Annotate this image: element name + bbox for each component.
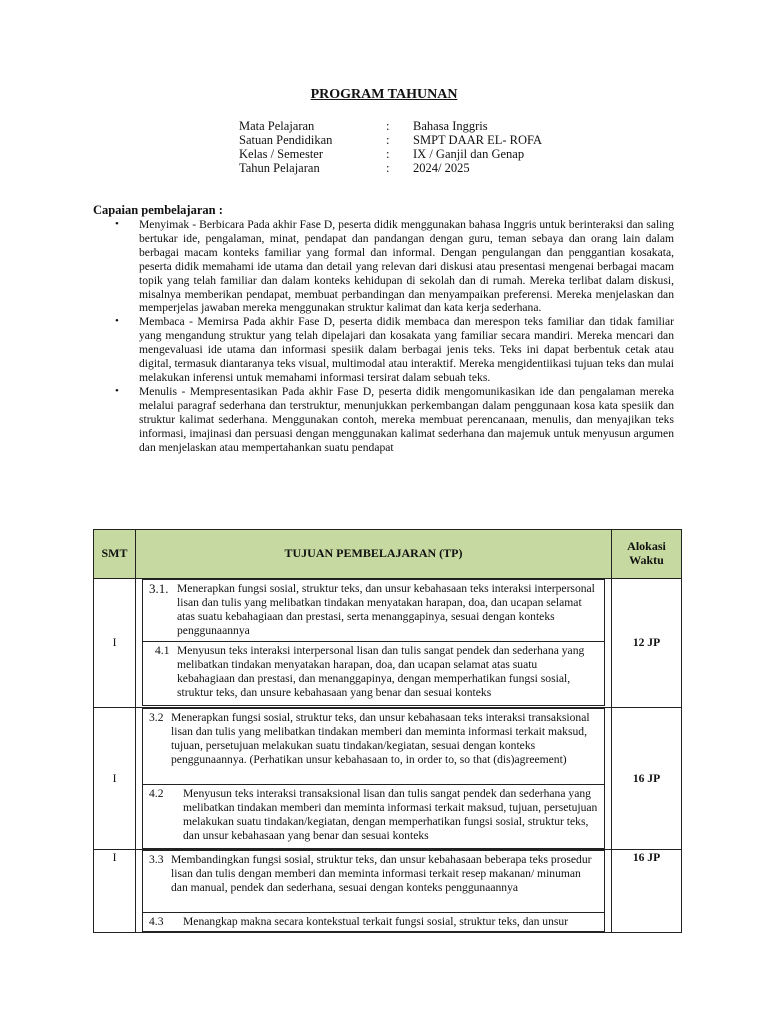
tp-text: Menyusun teks interaksi transaksional lisan dan tulis sangat pendek dan sederhana yang melibatkan tindakan memberi dan meminta informasi terkait maksud, tujuan, persetujuan melakukan suatu tindakan/kegiatan, dengan memperhatikan fungsi sosial, struktur teks, dan unsur kebahasaan yang benar dan sesuai konteks (183, 787, 598, 842)
table-row (94, 850, 682, 933)
table-row (94, 579, 682, 708)
header-tp: TUJUAN PEMBELAJARAN (TP) (136, 530, 612, 579)
info-row (239, 147, 542, 161)
capaian-list (115, 218, 674, 454)
tp-number: 3.1. (149, 581, 169, 596)
info-sep: : (386, 119, 390, 133)
info-value: 2024/ 2025 (413, 161, 470, 175)
tp-number: 4.2 (149, 787, 164, 800)
capaian-item (115, 384, 674, 455)
row-tp (136, 708, 612, 850)
capaian-text: Menulis - Mempresentasikan Pada akhir Fase D, peserta didik mengomunikasikan ide dan pengalaman mereka melalui paragraf sederhana dan terstruktur, menunjukkan perkembangan dalam penggunaan kosa kata spesiik dan struktur kalimat sederhana. Menggunakan contoh, mereka membuat perencanaan, menulis, dan menyajikan teks informasi, imajinasi dan persuasi dengan menggunakan kalimat sederhana dan majemuk untuk menyusun argumen dan menjelaskan atau mempertahankan suatu pendapat (139, 384, 674, 454)
tp-text: Menyusun teks interaksi interpersonal lisan dan tulis sangat pendek dan sederhana yang melibatkan tindakan menyatakan harapan, doa, dan ucapan selamat atas suatu kebahagiaan dan prestasi, dan menanggapinya, dengan memperhatikan fungsi sosial, struktur teks, dan unsure kebahasaan yang benar dan sesuai konteks (177, 644, 585, 699)
tp-entry (142, 642, 605, 706)
tp-text: Menerapkan fungsi sosial, struktur teks, dan unsur kebahasaan teks interaksi interpersonal lisan dan tulis yang melibatkan tindakan menyatakan harapan, doa, dan ucapan selamat atas suatu kebahagiaan dan prestasi, serta menanggapinya, sesuai dengan konteks penggunaannya (177, 582, 595, 637)
capaian-item (115, 218, 674, 315)
document-info (239, 119, 542, 175)
tp-number: 4.1 (155, 644, 170, 657)
table-header-row (94, 530, 682, 579)
page-title: PROGRAM TAHUNAN (310, 87, 458, 102)
info-value: IX / Ganjil dan Genap (413, 147, 525, 161)
tp-number: 3.2 (149, 711, 164, 724)
row-alokasi: 16 JP (612, 708, 682, 850)
row-tp (136, 579, 612, 708)
info-sep: : (386, 147, 390, 161)
tp-entry (142, 850, 605, 913)
bullet-icon: • (115, 315, 119, 328)
table-row (94, 708, 682, 850)
tp-number: 4.3 (149, 915, 164, 928)
row-tp (136, 850, 612, 933)
info-key: Satuan Pendidikan (239, 133, 333, 147)
row-smt: I (94, 708, 136, 850)
info-sep: : (386, 161, 390, 175)
info-value: Bahasa Inggris (413, 119, 488, 133)
tp-text: Membandingkan fungsi sosial, struktur teks, dan unsur kebahasaan beberapa teks prosedur lisan dan tulis dengan memberi dan meminta informasi terkait resep makanan/ minuman dan manual, pendek dan sederhana, sesuai dengan konteks penggunaannya (171, 853, 592, 894)
tp-entry (142, 785, 605, 849)
row-smt: I (94, 579, 136, 708)
info-row (239, 161, 542, 175)
header-smt: SMT (94, 530, 136, 579)
info-sep: : (386, 133, 390, 147)
row-alokasi: 16 JP (612, 850, 682, 933)
bullet-icon: • (115, 218, 119, 230)
capaian-text: Menyimak - Berbicara Pada akhir Fase D, peserta didik menggunakan bahasa Inggris untuk berinteraksi dan saling bertukar ide, pengalaman, minat, pendapat dan pandangan dengan guru, teman sebaya dan orang lain dalam berbagai macam konteks familiar yang formal dan informal. Dengan pengulangan dan penggantian kosakata, peserta didik memahami ide utama dan detail yang relevan dari diskusi atau presentasi mengenai berbagai macam topik yang telah familiar dan dalam konteks kehidupan di sekolah dan di rumah. Mereka terlibat dalam diskusi, misalnya memberikan pendapat, membuat perbandingan dan menyampaikan preferensi. Mereka menjelaskan dan memperjelas jawaban mereka menggunakan struktur kalimat dan kata kerja sederhana. (139, 218, 674, 315)
capaian-text: Membaca - Memirsa Pada akhir Fase D, peserta didik membaca dan merespon teks familiar dan tidak familiar yang mengandung struktur yang telah dipelajari dan kosakata yang familiar secara mandiri. Mereka mencari dan mengevaluasi ide utama dan informasi spesiik dalam berbagai jenis teks. Teks ini dapat berbentuk cetak atau digital, termasuk diantaranya teks visual, multimodal atau interaktif. Mereka mengidentiikasi tujuan teks dan mulai melakukan inferensi untuk memahami informasi tersirat dalam sebuah teks. (139, 315, 674, 384)
tp-entry (142, 913, 605, 932)
info-row (239, 133, 542, 147)
bullet-icon: • (115, 384, 119, 397)
tujuan-pembelajaran-table (93, 529, 682, 933)
capaian-item (115, 315, 674, 385)
tp-text: Menerapkan fungsi sosial, struktur teks, dan unsur kebahasaan teks interaksi transaksional lisan dan tulis yang melibatkan tindakan memberi dan meminta informasi terkait maksud, tujuan, persetujuan melakukan suatu tindakan/kegiatan, sesuai dengan konteks penggunaannya. (Perhatikan unsur kebahasaan to, in order to, so that (dis)agreement) (171, 711, 590, 766)
tp-text: Menangkap makna secara kontekstual terkait fungsi sosial, struktur teks, dan unsur (183, 915, 569, 928)
capaian-heading: Capaian pembelajaran : (93, 203, 223, 217)
info-value: SMPT DAAR EL- ROFA (413, 133, 543, 147)
tp-entry (142, 708, 605, 785)
info-key: Kelas / Semester (239, 147, 324, 161)
info-row (239, 119, 542, 133)
row-alokasi: 12 JP (612, 579, 682, 708)
header-alokasi: Alokasi Waktu (612, 530, 682, 579)
info-key: Mata Pelajaran (239, 119, 315, 133)
row-smt: I (94, 850, 136, 933)
info-key: Tahun Pelajaran (239, 161, 320, 175)
tp-entry (142, 579, 605, 642)
tp-number: 3.3 (149, 853, 164, 866)
